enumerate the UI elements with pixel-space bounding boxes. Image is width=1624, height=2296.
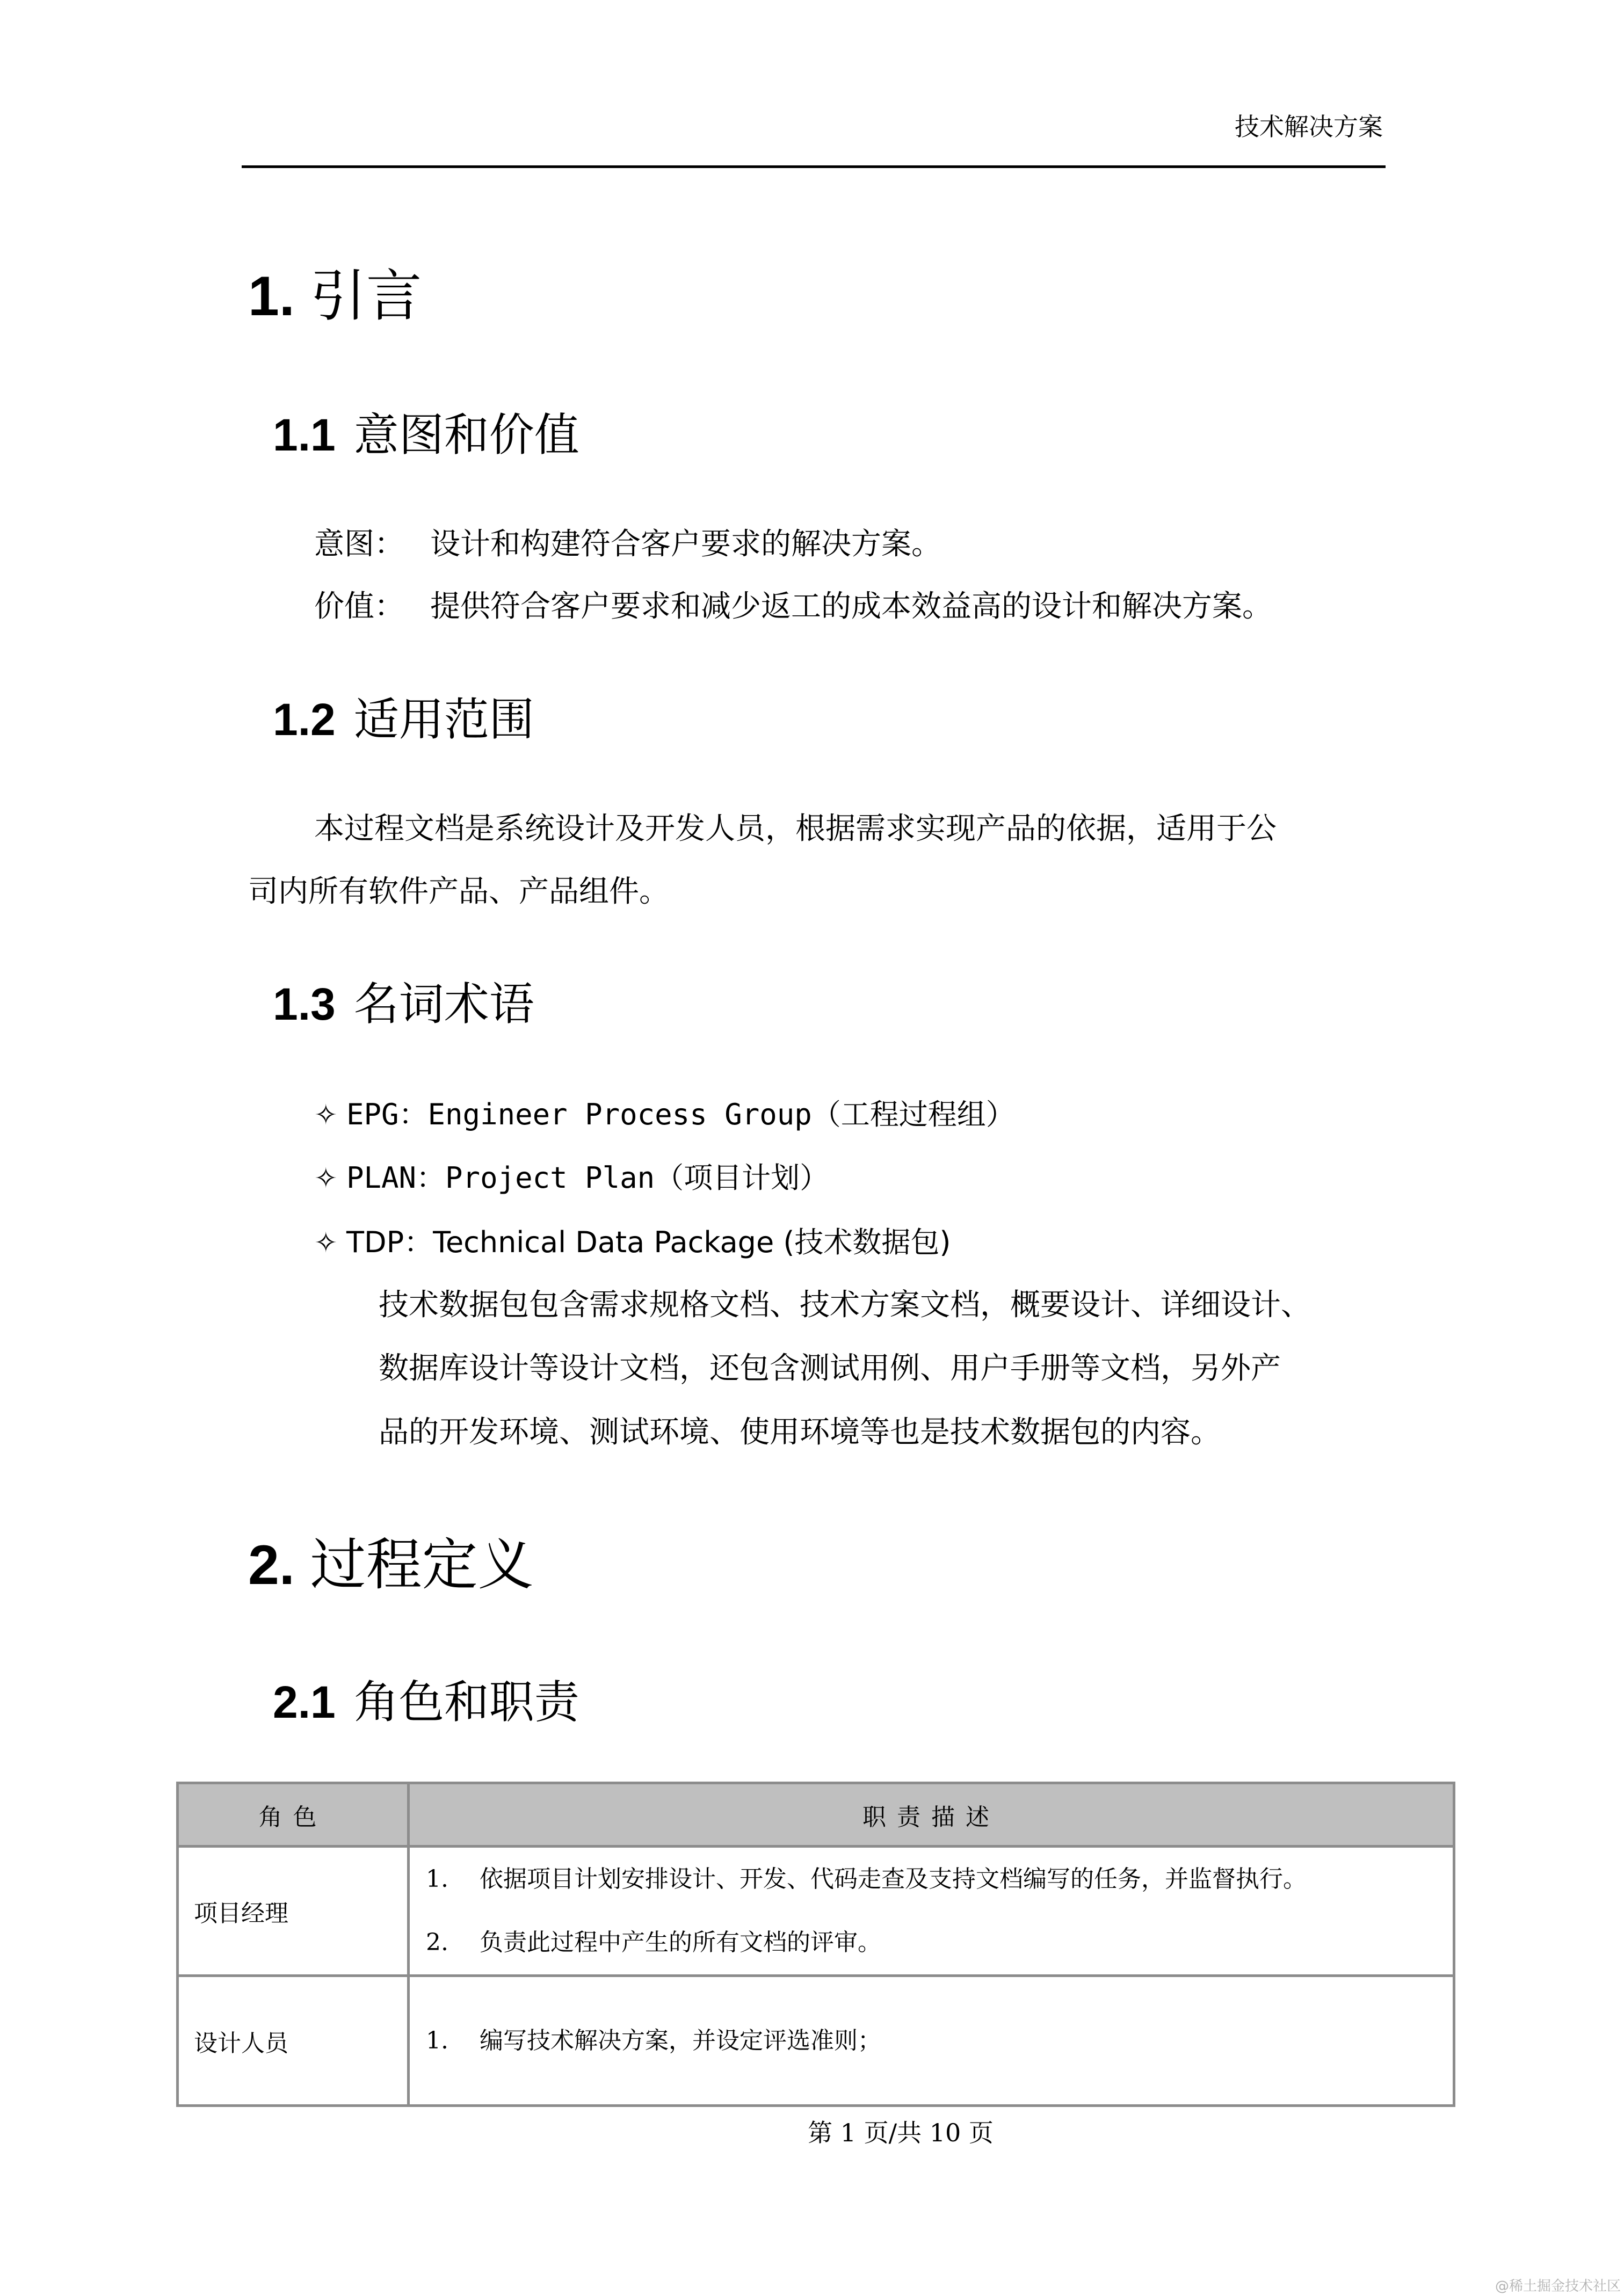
role-cell: 项目经理 [178,1847,409,1976]
value-line [314,587,1272,626]
term-text: EPG：Engineer Process Group（工程过程组） [346,1098,1015,1131]
duty-number: 2. [426,1929,448,1956]
term-text: TDP：Technical Data Package (技术数据包) [346,1225,951,1259]
duties-cell [409,1976,1454,2106]
term-item-epg [314,1095,1015,1135]
roles-responsibilities-table [176,1782,1455,2107]
duty-item [426,1863,1453,1895]
heading-title: 意图和价值 [353,410,579,460]
tdp-desc-line-3: 品的开发环境、测试环境、使用环境等也是技术数据包的内容。 [379,1415,1221,1450]
heading-title: 过程定义 [310,1534,534,1596]
four-point-star-bullet-icon: ✧ [314,1227,338,1259]
intent-text: 设计和构建符合客户要求的解决方案。 [430,527,941,562]
page-footer [0,2117,1624,2149]
heading-number: 2.1 [273,1677,336,1727]
term-item-tdp [314,1223,951,1262]
column-header-duties: 职责描述 [409,1783,1454,1847]
heading-section-2 [248,1530,534,1600]
intent-label: 意图： [314,527,404,562]
table-row [178,1976,1454,2106]
heading-section-1-3 [273,975,534,1034]
term-item-plan [314,1159,829,1198]
heading-title: 角色和职责 [353,1677,579,1727]
duty-item [426,2025,1453,2057]
table-row [178,1847,1454,1976]
column-header-role: 角色 [178,1783,409,1847]
duties-cell [409,1847,1454,1976]
scope-paragraph-line-1: 本过程文档是系统设计及开发人员，根据需求实现产品的依据，适用于公 [314,811,1277,846]
four-point-star-bullet-icon: ✧ [314,1099,338,1131]
role-cell: 设计人员 [178,1976,409,2106]
duty-number: 1. [426,1865,448,1893]
page-number-info: 第 1 页/共 10 页 [808,2118,994,2147]
tdp-desc-line-2: 数据库设计等设计文档，还包含测试用例、用户手册等文档，另外产 [379,1351,1281,1386]
heading-number: 1.3 [273,979,336,1029]
four-point-star-bullet-icon: ✧ [314,1162,338,1195]
heading-section-1-1 [273,405,579,464]
scope-paragraph-line-2: 司内所有软件产品、产品组件。 [248,874,669,909]
table-header-row [178,1783,1454,1847]
heading-title: 适用范围 [353,694,534,745]
heading-section-1-2 [273,690,534,749]
running-header-title: 技术解决方案 [1235,112,1383,141]
duty-item [426,1927,1453,1959]
header-divider [242,165,1386,168]
value-label: 价值： [314,589,404,624]
duty-text: 负责此过程中产生的所有文档的评审。 [480,1929,881,1956]
tdp-desc-line-1: 技术数据包包含需求规格文档、技术方案文档，概要设计、详细设计、 [379,1288,1311,1323]
value-text: 提供符合客户要求和减少返工的成本效益高的设计和解决方案。 [430,589,1272,624]
watermark: @稀土掘金技术社区 [1495,2278,1621,2294]
duty-text: 编写技术解决方案，并设定评选准则； [480,2026,881,2054]
term-text: PLAN：Project Plan（项目计划） [346,1161,829,1195]
duty-number: 1. [426,2026,448,2054]
heading-title: 名词术语 [353,979,534,1029]
heading-section-1 [248,261,422,331]
heading-number: 1.1 [273,410,336,460]
heading-section-2-1 [273,1673,579,1732]
duty-text: 依据项目计划安排设计、开发、代码走查及支持文档编写的任务，并监督执行。 [480,1865,1307,1893]
intent-line [314,525,941,564]
heading-title: 引言 [310,265,422,328]
heading-number: 2. [248,1534,295,1596]
heading-number: 1.2 [273,694,336,745]
heading-number: 1. [248,265,295,328]
